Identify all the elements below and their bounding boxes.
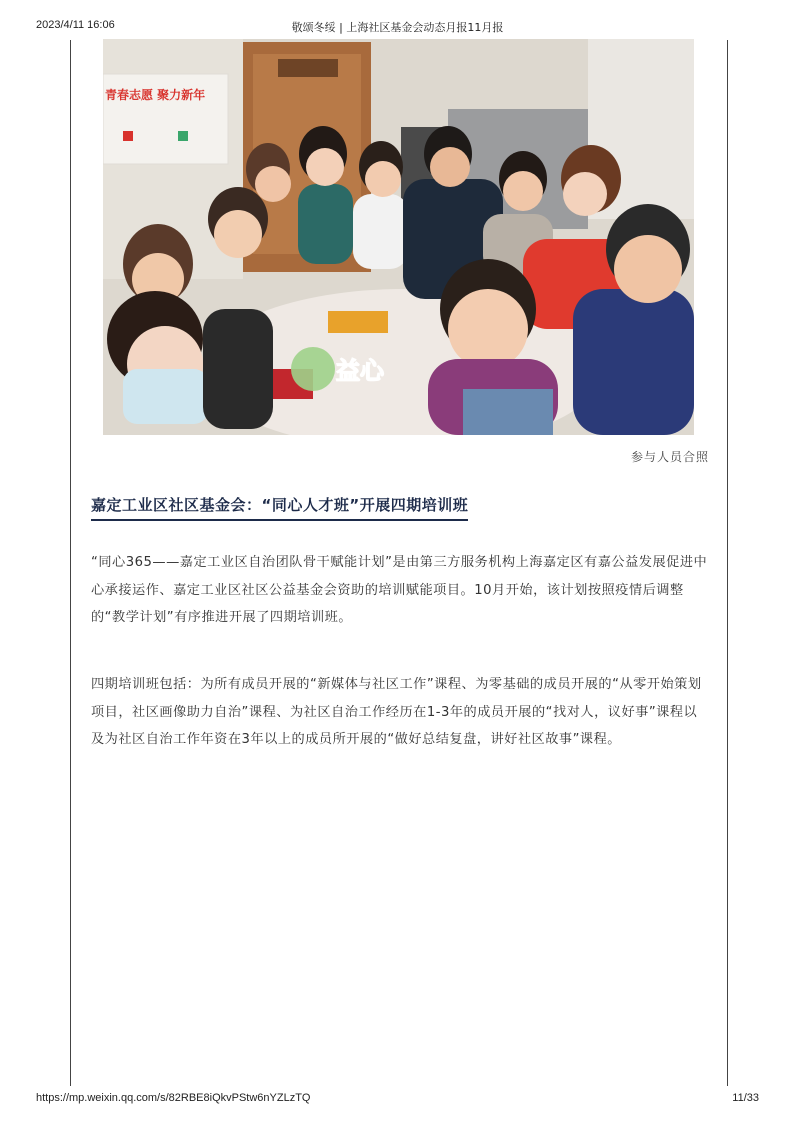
print-datetime: 2023/4/11 16:06 bbox=[36, 19, 115, 31]
document-title: 敬颂冬绥 | 上海社区基金会动态月报11月报 bbox=[291, 21, 504, 34]
section-title: 嘉定工业区社区基金会：“同心人才班”开展四期培训班 bbox=[91, 494, 468, 521]
page-number: 11/33 bbox=[732, 1092, 759, 1104]
page-url: https://mp.weixin.qq.com/s/82RBE8iQkvPStw6nYZLzTQ bbox=[36, 1092, 311, 1104]
print-header bbox=[0, 19, 795, 35]
paragraph-intro: “同心365——嘉定工业区自治团队骨干赋能计划”是由第三方服务机构上海嘉定区有嘉公益发展促进中心承接运作、嘉定工业区社区公益基金会资助的培训赋能项目。10月开始，该计划按照疫情后调整的“教学计划”有序推进开展了四期培训班。 bbox=[91, 555, 708, 625]
paragraph-courses: 四期培训班包括：为所有成员开展的“新媒体与社区工作”课程、为零基础的成员开展的“从零开始策划项目，社区画像助力自治”课程、为社区自治工作经历在1-3年的成员开展的“找对人，议好事”课程以及为社区自治工作年资在3年以上的成员所开展的“做好总结复盘，讲好社区故事”课程。 bbox=[91, 677, 702, 747]
banner-text: 青春志愿 聚力新年 bbox=[105, 88, 206, 102]
photo-caption: 参与人员合照 bbox=[630, 450, 709, 464]
group-photo bbox=[103, 39, 694, 435]
watermark-text: 益心 bbox=[336, 357, 384, 385]
right-border-line bbox=[727, 40, 728, 1086]
print-footer bbox=[0, 1092, 795, 1108]
left-border-line bbox=[70, 40, 71, 1086]
